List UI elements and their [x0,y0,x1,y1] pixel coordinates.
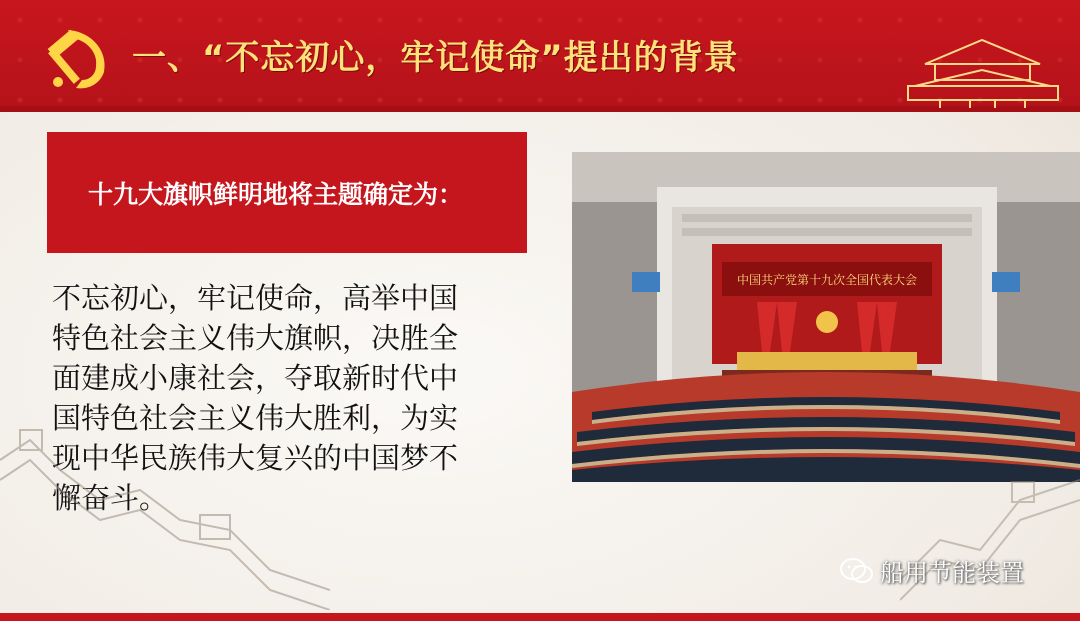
watermark-text: 船用节能装置 [880,559,1024,587]
footer-bar [0,613,1080,621]
body-line: 现中华民族伟大复兴的中国梦不 [52,441,459,475]
subtitle-text: 十九大旗帜鲜明地将主题确定为： [88,180,464,209]
tiananmen-gate-icon [900,30,1065,110]
great-wall-decoration [0,420,330,610]
body-line: 国特色社会主义伟大胜利，为实 [52,401,459,435]
page-title: 一、“不忘初心，牢记使命”提出的背景 [132,38,739,78]
wechat-icon [840,557,874,585]
watermark [840,553,1024,588]
hammer-sickle-icon [38,22,116,92]
body-line: 不忘初心，牢记使命，高举中国 [52,281,459,315]
header-bar [0,0,1080,112]
hall-banner-text: 中国共产党第十九次全国代表大会 [736,273,918,287]
body-line: 特色社会主义伟大旗帜，决胜全 [52,321,459,355]
body-line: 面建成小康社会，夺取新时代中 [52,361,459,395]
body-line: 懈奋斗。 [52,481,169,515]
